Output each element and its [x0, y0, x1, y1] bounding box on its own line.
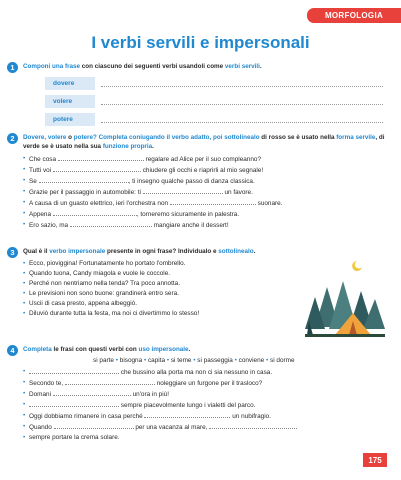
- section-tag: MORFOLOGIA: [307, 8, 401, 23]
- blank[interactable]: [53, 209, 137, 216]
- list-item: • Appena , torneremo sicuramente in palestra.: [23, 209, 387, 220]
- ground: [305, 334, 385, 337]
- moon-icon: [352, 261, 362, 271]
- list-item: • Uscii di casa presto, appena albeggiò.: [23, 299, 387, 309]
- list-item: • Se , ti insegno qualche passo di danza classica.: [23, 176, 387, 187]
- exercise-number: 3: [7, 247, 18, 258]
- answer-line[interactable]: [101, 104, 383, 105]
- exercise-number: 2: [7, 133, 18, 144]
- list-item: • sempre piacevolmente lungo i vialetti del parco.: [23, 400, 387, 411]
- list-item: • A causa di un guasto elettrico, ieri l'orchestra non suonare.: [23, 198, 387, 209]
- camping-illustration: [305, 257, 385, 337]
- list-item: • Oggi dobbiamo rimanere in casa perché un nubifragio.: [23, 411, 387, 422]
- verb-row: [45, 93, 387, 111]
- exercise-instruction: Qual è il verbo impersonale presente in ogni frase? Individualo e sottolinealo.: [23, 248, 256, 255]
- list-item: • Quando per una vacanza al mare,: [23, 422, 387, 433]
- blank[interactable]: [53, 389, 131, 396]
- verb-label: potere: [45, 113, 95, 126]
- blank[interactable]: [54, 422, 134, 429]
- sentence-list: [23, 154, 387, 231]
- list-item: • Ero sazio, ma mangiare anche il dessert!: [23, 220, 387, 231]
- exercise-1: [7, 62, 387, 129]
- blank[interactable]: [70, 220, 152, 227]
- blank[interactable]: [209, 422, 297, 429]
- sentence-list: [23, 367, 387, 443]
- list-item: • Secondo te, noleggiare un furgone per il trasloco?: [23, 378, 387, 389]
- verb-row: [45, 111, 387, 129]
- list-item: • Diluviò durante tutta la festa, ma noi ci divertimmo lo stesso!: [23, 309, 387, 319]
- verb-label: dovere: [45, 77, 95, 90]
- list-item: • Le previsioni non sono buone: grandinerà entro sera.: [23, 289, 387, 299]
- blank[interactable]: [65, 378, 155, 385]
- answer-line[interactable]: [101, 86, 383, 87]
- blank[interactable]: [143, 187, 223, 194]
- blank[interactable]: [53, 165, 141, 172]
- list-item: • sempre portare la crema solare.: [23, 433, 387, 443]
- list-item: • Ecco, pioviggina! Fortunatamente ho portato l'ombrello.: [23, 259, 387, 269]
- list-item: • Perché non nentriamo nella tenda? Tra poco annotta.: [23, 279, 387, 289]
- exercise-instruction: Completa le frasi con questi verbi con uso impersonale.: [23, 346, 191, 353]
- blank[interactable]: [170, 198, 256, 205]
- verb-label: volere: [45, 95, 95, 108]
- verb-row: [45, 75, 387, 93]
- blank[interactable]: [58, 154, 144, 161]
- answer-line[interactable]: [101, 122, 383, 123]
- exercise-instruction: Componi una frase con ciascuno dei seguenti verbi usandoli come verbi servili.: [23, 63, 262, 70]
- exercise-instruction: Dovere, volere o potere? Completa coniugando il verbo adatto, poi sottolinealo di rosso se è usato nella forma servile, di verde se è usato nella sua funzione propria.: [23, 134, 385, 150]
- exercise-number: 1: [7, 62, 18, 73]
- list-item: • Quando tuona, Candy miagola e vuole le coccole.: [23, 269, 387, 279]
- list-item: • Domani un'ora in più!: [23, 389, 387, 400]
- list-item: • Grazie per il passaggio in automobile: ti un favore.: [23, 187, 387, 198]
- blank[interactable]: [39, 176, 129, 183]
- blank[interactable]: [29, 400, 119, 407]
- exercise-2: [7, 133, 387, 231]
- exercise-number: 4: [7, 345, 18, 356]
- page-title: I verbi servili e impersonali: [91, 33, 310, 52]
- blank[interactable]: [29, 367, 119, 374]
- verb-bank: si parte • bisogna • capita • si teme • si passeggia • conviene • si dorme: [93, 357, 295, 364]
- list-item: • Che cosa regalare ad Alice per il suo compleanno?: [23, 154, 387, 165]
- exercise-4: [7, 345, 387, 443]
- page-number: 175: [363, 453, 387, 467]
- blank[interactable]: [144, 411, 230, 418]
- list-item: • che bussino alla porta ma non ci sia nessuno in casa.: [23, 367, 387, 378]
- list-item: • Tutti voi chiudere gli occhi e riaprirli al mio segnale!: [23, 165, 387, 176]
